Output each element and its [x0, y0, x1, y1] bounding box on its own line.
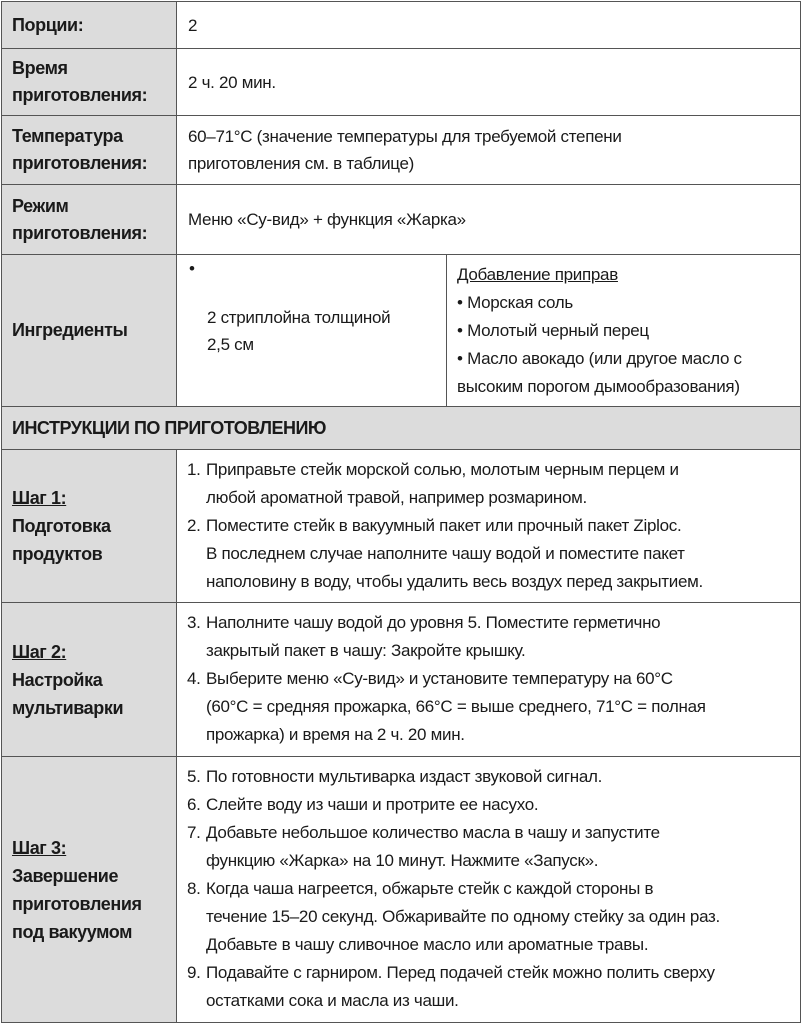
- step-2-label: Шаг 2: Настройка мультиварки: [2, 603, 177, 756]
- seasoning-list: [447, 255, 800, 406]
- list-item: 3. Наполните чашу водой до уровня 5. Поместите герметично закрытый пакет в чашу: Закройте крышку.: [187, 613, 661, 660]
- instructions-header: ИНСТРУКЦИИ ПО ПРИГОТОВЛЕНИЮ: [1, 406, 801, 450]
- time-value: 2 ч. 20 мин.: [188, 72, 276, 92]
- row-mode: [1, 184, 801, 255]
- seasoning-item: • Морская соль: [457, 293, 573, 312]
- row-time: [1, 48, 801, 116]
- temperature-label: Температура приготовления:: [2, 116, 177, 184]
- recipe-table: [1, 1, 801, 1023]
- portions-label: Порции:: [2, 2, 177, 48]
- step-3-items: [177, 757, 800, 1022]
- list-item: 8. Когда чаша нагреется, обжарьте стейк с каждой стороны в течение 15–20 секунд. Обжаривайте по одному стейку за один раз. Добавьте в чашу сливочное масло или ароматные травы.: [187, 879, 720, 954]
- step-1: [1, 449, 801, 603]
- seasoning-item: • Масло авокадо (или другое масло с: [457, 349, 742, 368]
- list-item: 5. По готовности мультиварка издаст звуковой сигнал.: [187, 767, 603, 786]
- list-item: 1. Приправьте стейк морской солью, молотым черным перцем и любой ароматной травой, например розмарином.: [187, 460, 679, 507]
- ingredients-label: Ингредиенты: [2, 255, 177, 406]
- seasoning-title: Добавление приправ: [457, 265, 618, 284]
- ingredients-main: • 2 стриплойна толщиной 2,5 см: [177, 255, 447, 406]
- list-item: 6. Слейте воду из чаши и протрите ее насухо.: [187, 795, 539, 814]
- bullet-icon: •: [189, 259, 195, 278]
- step-1-label: Шаг 1: Подготовка продуктов: [2, 450, 177, 602]
- portions-value: 2: [188, 15, 198, 35]
- temperature-value: 60–71°C (значение температуры для требуемой степени приготовления см. в таблице): [188, 127, 622, 173]
- list-item: 9. Подавайте с гарниром. Перед подачей стейк можно полить сверху остатками сока и масла из чаши.: [187, 963, 715, 1010]
- step-2: [1, 602, 801, 757]
- step-3-label: Шаг 3: Завершение приготовления под вакуумом: [2, 757, 177, 1022]
- list-item: 2. Поместите стейк в вакуумный пакет или прочный пакет Ziploc. В последнем случае наполните чашу водой и поместите пакет наполовину в воду, чтобы удалить весь воздух перед закрытием.: [187, 516, 703, 591]
- list-item: 4. Выберите меню «Су-вид» и установите температуру на 60°C (60°C = средняя прожарка, 66°C = выше среднего, 71°C = полная прожарка) и время на 2 ч. 20 мин.: [187, 669, 706, 744]
- mode-value: Меню «Су-вид» + функция «Жарка»: [188, 210, 466, 229]
- mode-label: Режим приготовления:: [2, 185, 177, 254]
- step-2-items: [177, 603, 800, 756]
- seasoning-item: • Молотый черный перец: [457, 321, 649, 340]
- step-3: [1, 756, 801, 1023]
- row-ingredients: [1, 254, 801, 407]
- row-temperature: [1, 115, 801, 185]
- step-1-items: [177, 450, 800, 602]
- time-label: Время приготовления:: [2, 49, 177, 115]
- row-portions: [1, 1, 801, 49]
- list-item: 7. Добавьте небольшое количество масла в чашу и запустите функцию «Жарка» на 10 минут. Нажмите «Запуск».: [187, 823, 660, 870]
- seasoning-item: высоким порогом дымообразования): [457, 377, 740, 396]
